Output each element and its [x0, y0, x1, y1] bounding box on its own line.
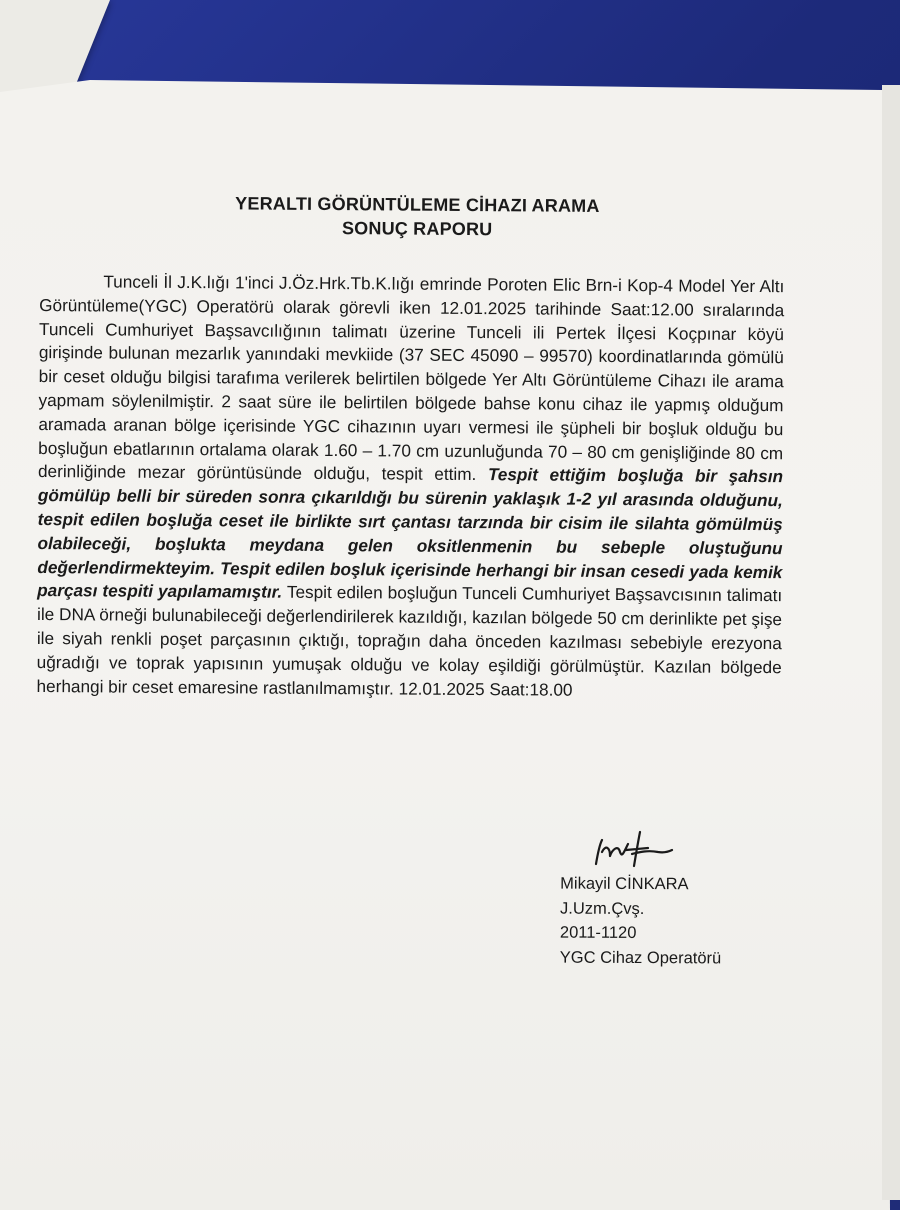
paper-edge	[882, 85, 900, 1200]
report-title	[50, 190, 785, 243]
signer-name: Mikayil CİNKARA	[560, 872, 722, 897]
title-line-1: YERALTI GÖRÜNTÜLEME CİHAZI ARAMA	[50, 190, 785, 219]
title-line-2: SONUÇ RAPORU	[50, 214, 785, 243]
report-document	[36, 190, 785, 704]
signature-block	[560, 872, 722, 971]
body-text-part-2: Tespit edilen boşluğun Tunceli Cumhuriyet Başsavcısının talimatı ile DNA örneği bulunabileceği değerlendirilerek kazıldığı, kazılan bölgede 50 cm derinlikte pet şişe ile siyah renkli poşet parçasının çıktığı, toprağın daha önceden kazılması sebebiyle erezyona uğradığı ve toprak yapısının yumuşak olduğu ve kolay eşildiği görülmüştür. Kazılan bölgede herhangi bir ceset emaresine rastlanılmamıştır. 12.01.2025 Saat:18.00	[36, 582, 782, 699]
signer-registry-number: 2011-1120	[560, 921, 722, 946]
body-text-emphasis: Tespit ettiğim boşluğa bir şahsın gömülüp belli bir süreden sonra çıkarıldığı bu sürenin yaklaşık 1-2 yıl arasında olduğunu, tespit edilen boşluğa ceset ile birlikte sırt çantası tarzında bir cisim ile silahta gömülmüş olabileceği, boşlukta meydana gelen oksitlenmenin bu sebeple oluştuğunu değerlendirmekteyim. Tespit edilen boşluk içerisinde herhangi bir insan cesedi yada kemik parçası tespiti yapılamamıştır.	[37, 465, 783, 603]
signer-role: YGC Cihaz Operatörü	[560, 945, 722, 970]
report-body	[36, 270, 784, 704]
handwritten-signature	[588, 822, 678, 872]
signer-rank: J.Uzm.Çvş.	[560, 896, 722, 921]
body-text-part-1: Tunceli İl J.K.lığı 1'inci J.Öz.Hrk.Tb.K.lığı emrinde Poroten Elic Brn-i Kop-4 Model Yer Altı Görüntüleme(YGC) Operatörü olarak görevli iken 12.01.2025 tarihinde Saat:12.00 sıralarında Tunceli Cumhuriyet Başsavcılığının talimatı üzerine Tunceli ili Pertek İlçesi Koçpınar köyü girişinde bulunan mezarlık yanındaki mevkiide (37 SEC 45090 – 99570) koordinatlarında gömülü bir ceset olduğu bilgisi tarafıma verilerek belirtilen bölgede Yer Altı Görüntüleme Cihazı ile arama yapmam söylenilmiştir. 2 saat süre ile belirtilen bölgede bahse konu cihaz ile yapmış olduğum aramada aranan bölge içerisinde YGC cihazının uyarı vermesi ile şüpheli bir boşluk olduğu bu boşluğun ebatlarının ortalama olarak 1.60 – 1.70 cm uzunluğunda 70 – 80 cm genişliğinde 80 cm derinliğinde mezar görüntüsünde olduğu, tespit ettim.	[38, 271, 784, 484]
